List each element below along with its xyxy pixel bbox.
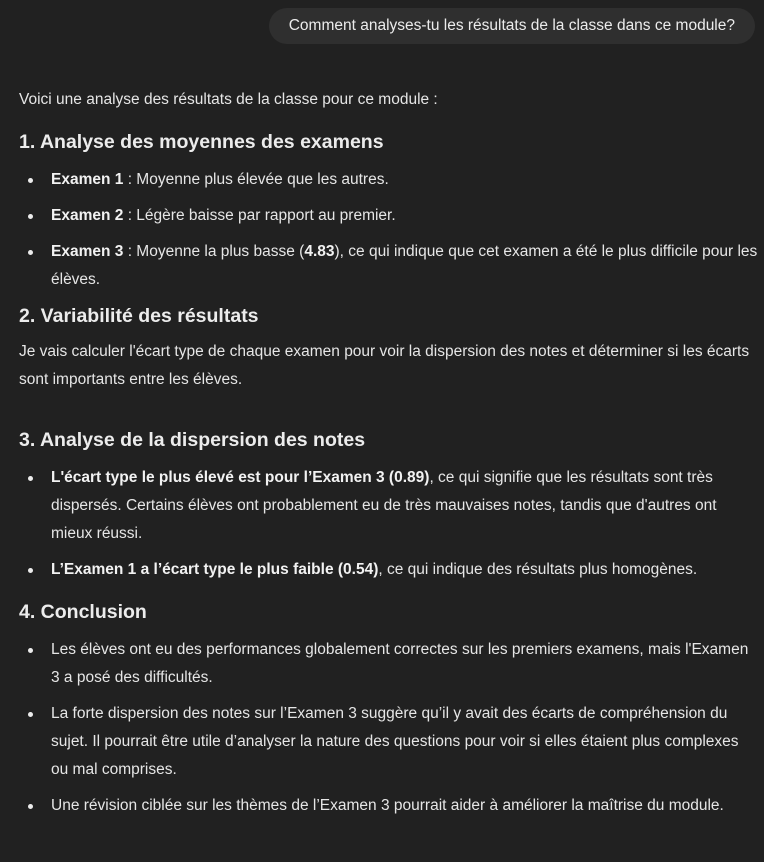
item-text: : Légère baisse par rapport au premier. xyxy=(123,207,396,224)
variability-paragraph: Je vais calculer l'écart type de chaque examen pour voir la dispersion des notes et déterminer si les écarts sont importants entre les élèves. xyxy=(19,343,750,388)
list-item xyxy=(19,700,759,784)
item-text: : Moyenne plus élevée que les autres. xyxy=(123,171,389,188)
item-value: 4.83 xyxy=(304,243,335,260)
item-text: : Moyenne la plus basse ( xyxy=(123,243,305,260)
list-item xyxy=(19,166,759,194)
item-label: Examen 1 xyxy=(51,171,124,188)
item-label: Examen 2 xyxy=(51,207,124,224)
averages-list xyxy=(19,166,759,294)
section-heading-dispersion: 3. Analyse de la dispersion des notes xyxy=(19,429,366,451)
item-text: , ce qui signifie que les résultats sont très dispersés. Certains élèves ont probablement eu de très mauvaises notes, tandis que d'autres ont mieux réussi. xyxy=(51,469,717,542)
item-text: ), ce qui indique que cet examen a été le plus difficile pour les élèves. xyxy=(51,243,758,288)
list-item xyxy=(19,636,759,692)
list-item xyxy=(19,464,759,548)
list-item xyxy=(19,238,759,294)
item-label: Examen 3 xyxy=(51,243,124,260)
item-text: Une révision ciblée sur les thèmes de l’Examen 3 pourrait aider à améliorer la maîtrise du module. xyxy=(51,797,724,814)
assistant-message xyxy=(19,86,759,828)
list-item xyxy=(19,556,759,584)
item-text: , ce qui indique des résultats plus homogènes. xyxy=(378,561,698,578)
item-text: Les élèves ont eu des performances globalement correctes sur les premiers examens, mais l'Examen 3 a posé des difficultés. xyxy=(51,641,749,686)
list-item xyxy=(19,792,759,820)
conclusion-list xyxy=(19,636,759,820)
item-label: L’Examen 1 a l’écart type le plus faible (0.54) xyxy=(51,561,379,578)
user-message-text: Comment analyses-tu les résultats de la classe dans ce module? xyxy=(288,17,735,34)
list-item xyxy=(19,202,759,230)
item-text: La forte dispersion des notes sur l’Examen 3 suggère qu’il y avait des écarts de compréhension du sujet. Il pourrait être utile d’analyser la nature des questions pour voir si elles étaient plus complexes ou mal comprises. xyxy=(51,705,739,778)
item-label: L'écart type le plus élevé est pour l’Examen 3 (0.89) xyxy=(51,469,430,486)
dispersion-list xyxy=(19,464,759,584)
section-heading-variability: 2. Variabilité des résultats xyxy=(19,305,259,327)
user-message-row xyxy=(269,8,755,44)
section-heading-conclusion: 4. Conclusion xyxy=(19,601,147,623)
section-heading-averages: 1. Analyse des moyennes des examens xyxy=(19,131,384,153)
assistant-intro: Voici une analyse des résultats de la classe pour ce module : xyxy=(19,91,438,108)
user-message-bubble xyxy=(269,8,755,44)
